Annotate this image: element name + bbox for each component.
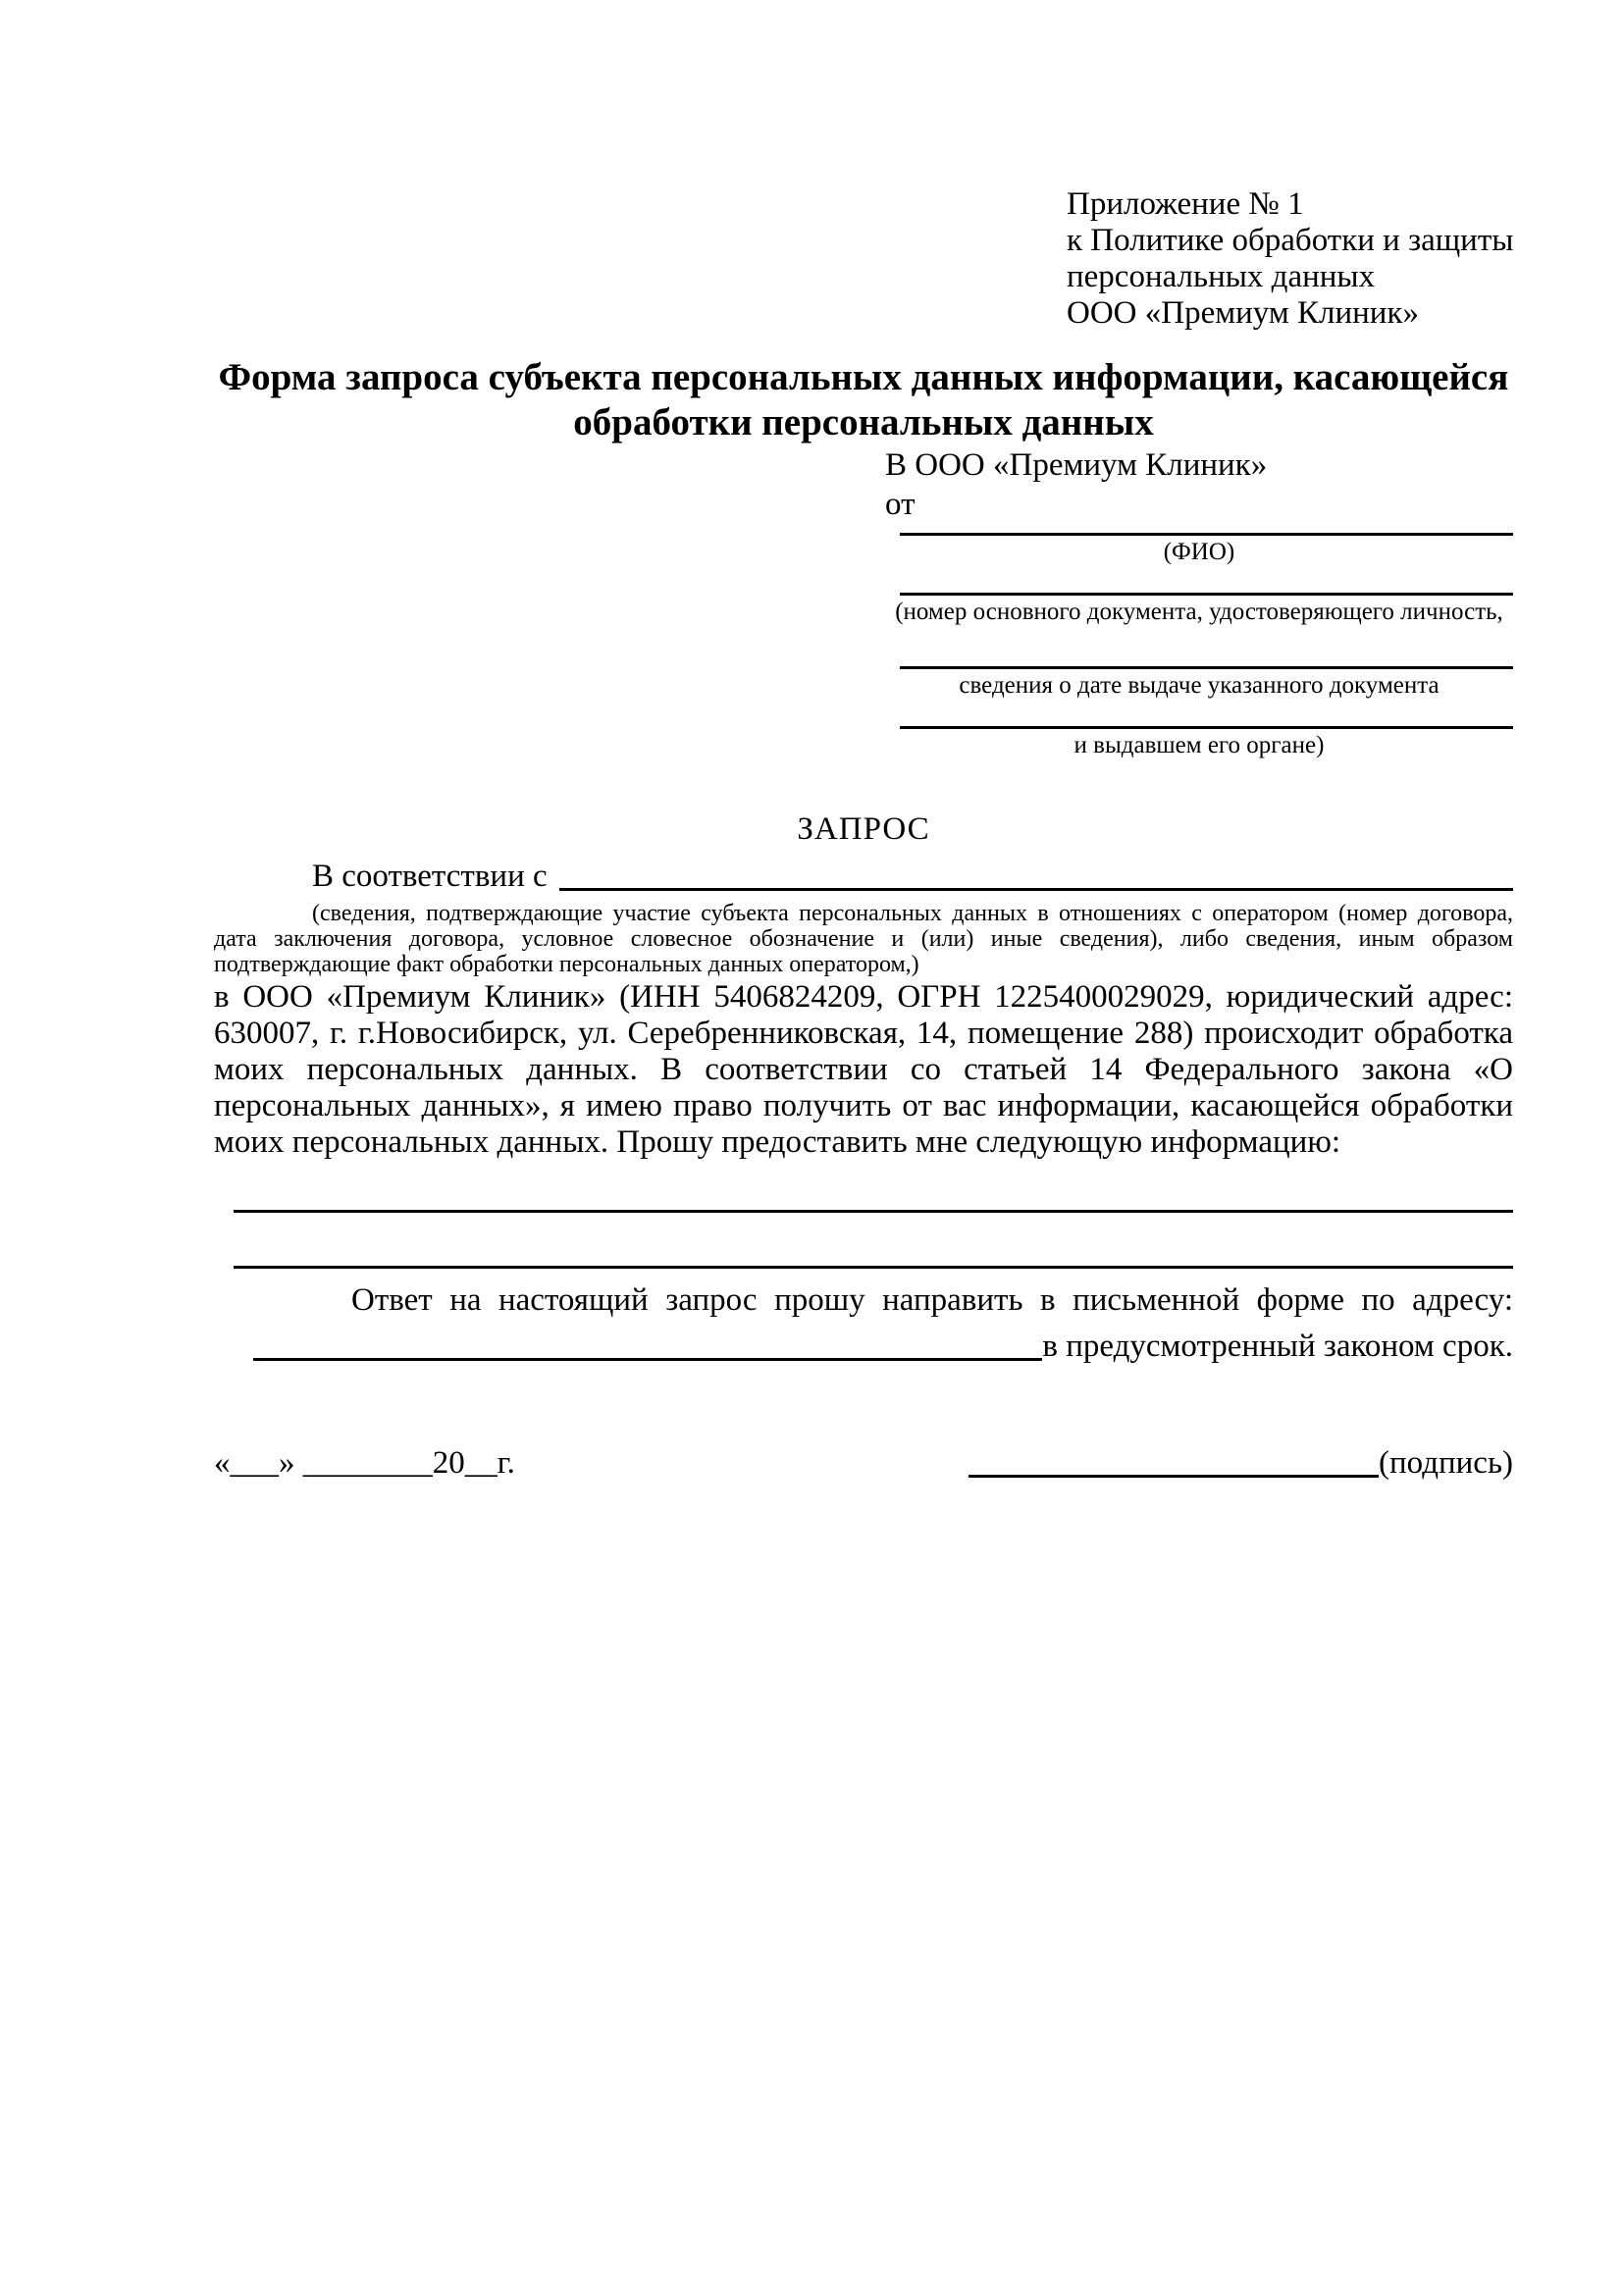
date-line[interactable]: «___» ________20__г.	[214, 1445, 515, 1481]
signature-caption: (подпись)	[1379, 1445, 1513, 1481]
issue-date-input-line[interactable]	[900, 627, 1513, 669]
addressee-to: В ООО «Премиум Клиник»	[885, 447, 1268, 483]
accordance-note: (сведения, подтверждающие участие субъекта персональных данных в отношениях с оператором (номер договора, дата заключения договора, условное словесное обозначение и (или) иные сведения), либо сведения, иным образом подтверждающие факт обработки персональных данных оператором,)	[214, 901, 1513, 977]
addressee-block	[885, 445, 1513, 760]
appendix-line-3: персональных данных	[1067, 259, 1376, 294]
fio-input-line[interactable]	[900, 524, 1513, 536]
address-input-line[interactable]	[253, 1358, 1042, 1361]
appendix-block	[1067, 186, 1513, 332]
issuing-authority-caption: и выдавшем его органе)	[1073, 732, 1325, 758]
addressee-from-label: от	[885, 487, 916, 522]
signature-row	[214, 1445, 1513, 1482]
appendix-line-1: Приложение № 1	[1067, 186, 1304, 222]
fio-caption: (ФИО)	[1163, 539, 1235, 565]
address-suffix: в предусмотренный законом срок.	[1042, 1329, 1513, 1364]
information-input-line-1[interactable]	[234, 1210, 1513, 1213]
accordance-label: В соответствии с	[312, 859, 548, 894]
appendix-line-4: ООО «Премиум Клиник»	[1067, 295, 1419, 331]
issue-date-caption: сведения о дате выдаче указанного документа	[959, 672, 1440, 699]
request-body-paragraph: в ООО «Премиум Клиник» (ИНН 5406824209, ОГРН 1225400029029, юридический адрес: 630007, г. г.Новосибирск, ул. Серебренниковская, 14, помещение 288) происходит обработка моих персональных данных. В соответствии со статьей 14 Федерального закона «О персональных данных», я имею право получить от вас информации, касающейся обработки моих персональных данных. Прошу предоставить мне следующую информацию:	[214, 979, 1513, 1160]
accordance-row	[214, 856, 1513, 895]
document-title: Форма запроса субъекта персональных данных информации, касающейся обработки персональных данных	[218, 356, 1509, 444]
document-number-caption: (номер основного документа, удостоверяющего личность,	[895, 599, 1503, 625]
response-line: Ответ на настоящий запрос прошу направить в письменной форме по адресу:	[351, 1282, 1513, 1318]
document-number-input-line[interactable]	[900, 567, 1513, 596]
address-row	[214, 1326, 1513, 1365]
appendix-line-2: к Политике обработки и защиты	[1067, 223, 1514, 258]
information-input-line-2[interactable]	[234, 1266, 1513, 1269]
issuing-authority-input-line[interactable]	[900, 701, 1513, 729]
request-heading: ЗАПРОС	[797, 811, 930, 847]
accordance-input-line[interactable]	[559, 888, 1513, 891]
signature-input-line[interactable]	[969, 1475, 1379, 1478]
signature-part	[969, 1445, 1513, 1482]
